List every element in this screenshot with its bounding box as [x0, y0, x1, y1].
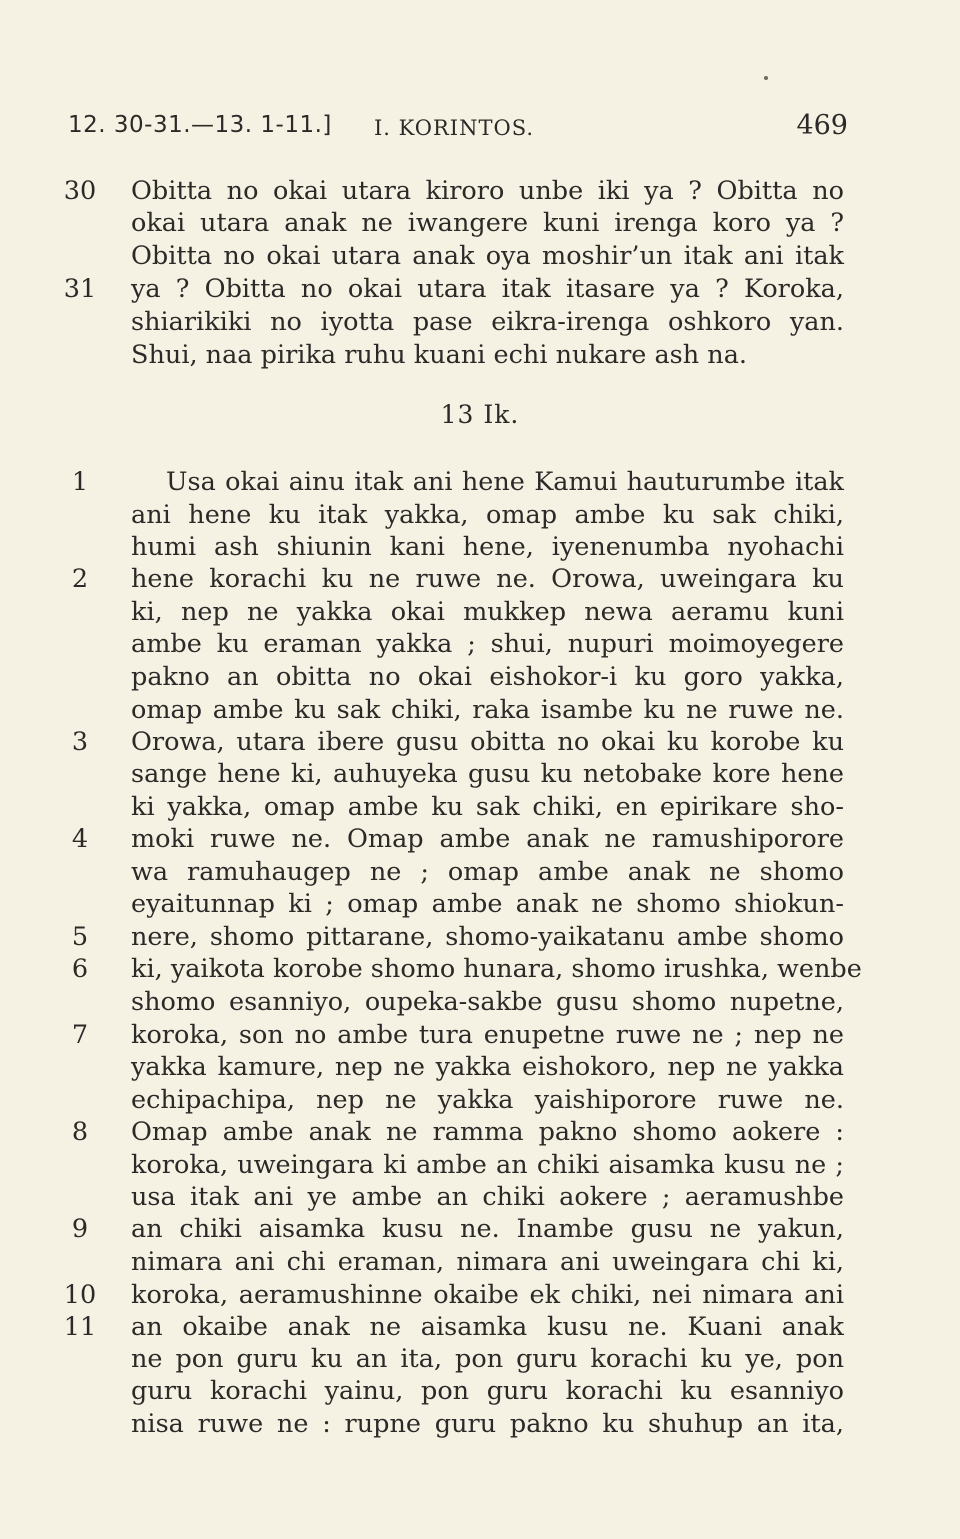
text-line: Orowa, utara ibere gusu obitta no okai ku korobe ku: [131, 727, 844, 757]
verse-number: 1: [71, 467, 89, 497]
verse-number: 3: [71, 727, 89, 757]
text-line: ki, yaikota korobe shomo hunara, shomo irushka, wenbe: [131, 954, 862, 984]
speck-mark: [764, 76, 768, 80]
text-line: koroka, aeramushinne okaibe ek chiki, nei nimara ani: [131, 1280, 844, 1310]
text-line: omap ambe ku sak chiki, raka isambe ku ne ruwe ne.: [131, 695, 844, 725]
text-line: eyaitunnap ki ; omap ambe anak ne shomo shiokun-: [131, 889, 844, 919]
text-line: nisa ruwe ne : rupne guru pakno ku shuhup an ita,: [131, 1409, 844, 1439]
text-line: pakno an obitta no okai eishokor-i ku goro yakka,: [131, 662, 844, 692]
text-line: nimara ani chi eraman, nimara ani uweingara chi ki,: [131, 1247, 844, 1277]
verse-number: 8: [71, 1117, 89, 1147]
text-line: Shui, naa pirika ruhu kuani echi nukare ash na.: [131, 340, 748, 370]
text-line: Obitta no okai utara kiroro unbe iki ya ? Obitta no: [131, 176, 844, 206]
text-line: Obitta no okai utara anak oya moshir’un itak ani itak: [131, 241, 844, 271]
text-line: shiarikiki no iyotta pase eikra-irenga oshkoro yan.: [131, 307, 844, 337]
text-line: shomo esanniyo, oupeka-sakbe gusu shomo nupetne,: [131, 987, 844, 1017]
text-line: ne pon guru ku an ita, pon guru korachi ku ye, pon: [131, 1344, 844, 1374]
text-line: yakka kamure, nep ne yakka eishokoro, nep ne yakka: [131, 1052, 844, 1082]
page-number: 469: [796, 110, 848, 141]
text-line: ki, nep ne yakka okai mukkep newa aeramu kuni: [131, 597, 844, 627]
text-line: an okaibe anak ne aisamka kusu ne. Kuani anak: [131, 1312, 844, 1342]
text-line: echipachipa, nep ne yakka yaishiporore ruwe ne.: [131, 1085, 844, 1115]
text-line: usa itak ani ye ambe an chiki aokere ; aeramushbe: [131, 1182, 844, 1212]
text-line: humi ash shiunin kani hene, iyenenumba nyohachi: [131, 532, 844, 562]
text-line: guru korachi yainu, pon guru korachi ku esanniyo: [131, 1376, 844, 1406]
text-line: Usa okai ainu itak ani hene Kamui hauturumbe itak: [166, 467, 844, 497]
verse-number: 2: [71, 564, 89, 594]
verse-number: 11: [63, 1312, 97, 1342]
text-line: koroka, uweingara ki ambe an chiki aisamka kusu ne ;: [131, 1150, 844, 1180]
text-line: ya ? Obitta no okai utara itak itasare ya ? Koroka,: [131, 274, 844, 304]
verse-number: 6: [71, 954, 89, 984]
text-line: sange hene ki, auhuyeka gusu ku netobake kore hene: [131, 759, 844, 789]
text-line: koroka, son no ambe tura enupetne ruwe ne ; nep ne: [131, 1020, 844, 1050]
verse-number: 5: [71, 922, 89, 952]
text-line: okai utara anak ne iwangere kuni irenga koro ya ?: [131, 208, 844, 238]
text-line: an chiki aisamka kusu ne. Inambe gusu ne yakun,: [131, 1214, 844, 1244]
chapter-heading: 13 Ik.: [440, 400, 520, 429]
text-line: ki yakka, omap ambe ku sak chiki, en epirikare sho-: [131, 792, 844, 822]
text-line: hene korachi ku ne ruwe ne. Orowa, uweingara ku: [131, 564, 844, 594]
verse-number: 10: [63, 1280, 97, 1310]
text-line: nere, shomo pittarane, shomo-yaikatanu ambe shomo: [131, 922, 844, 952]
header-reference: 12. 30-31.—13. 1-11.]: [68, 112, 332, 138]
verse-number: 9: [71, 1214, 89, 1244]
text-line: moki ruwe ne. Omap ambe anak ne ramushiporore: [131, 824, 844, 854]
running-header: [68, 108, 848, 148]
header-book-title: I. KORINTOS.: [374, 116, 535, 140]
verse-number: 4: [71, 824, 89, 854]
verse-number: 7: [71, 1020, 89, 1050]
text-line: wa ramuhaugep ne ; omap ambe anak ne shomo: [131, 857, 844, 887]
text-line: Omap ambe anak ne ramma pakno shomo aokere :: [131, 1117, 844, 1147]
text-line: ambe ku eraman yakka ; shui, nupuri moimoyegere: [131, 629, 844, 659]
verse-number: 31: [63, 274, 97, 304]
text-line: ani hene ku itak yakka, omap ambe ku sak chiki,: [131, 500, 844, 530]
verse-number: 30: [63, 176, 97, 206]
